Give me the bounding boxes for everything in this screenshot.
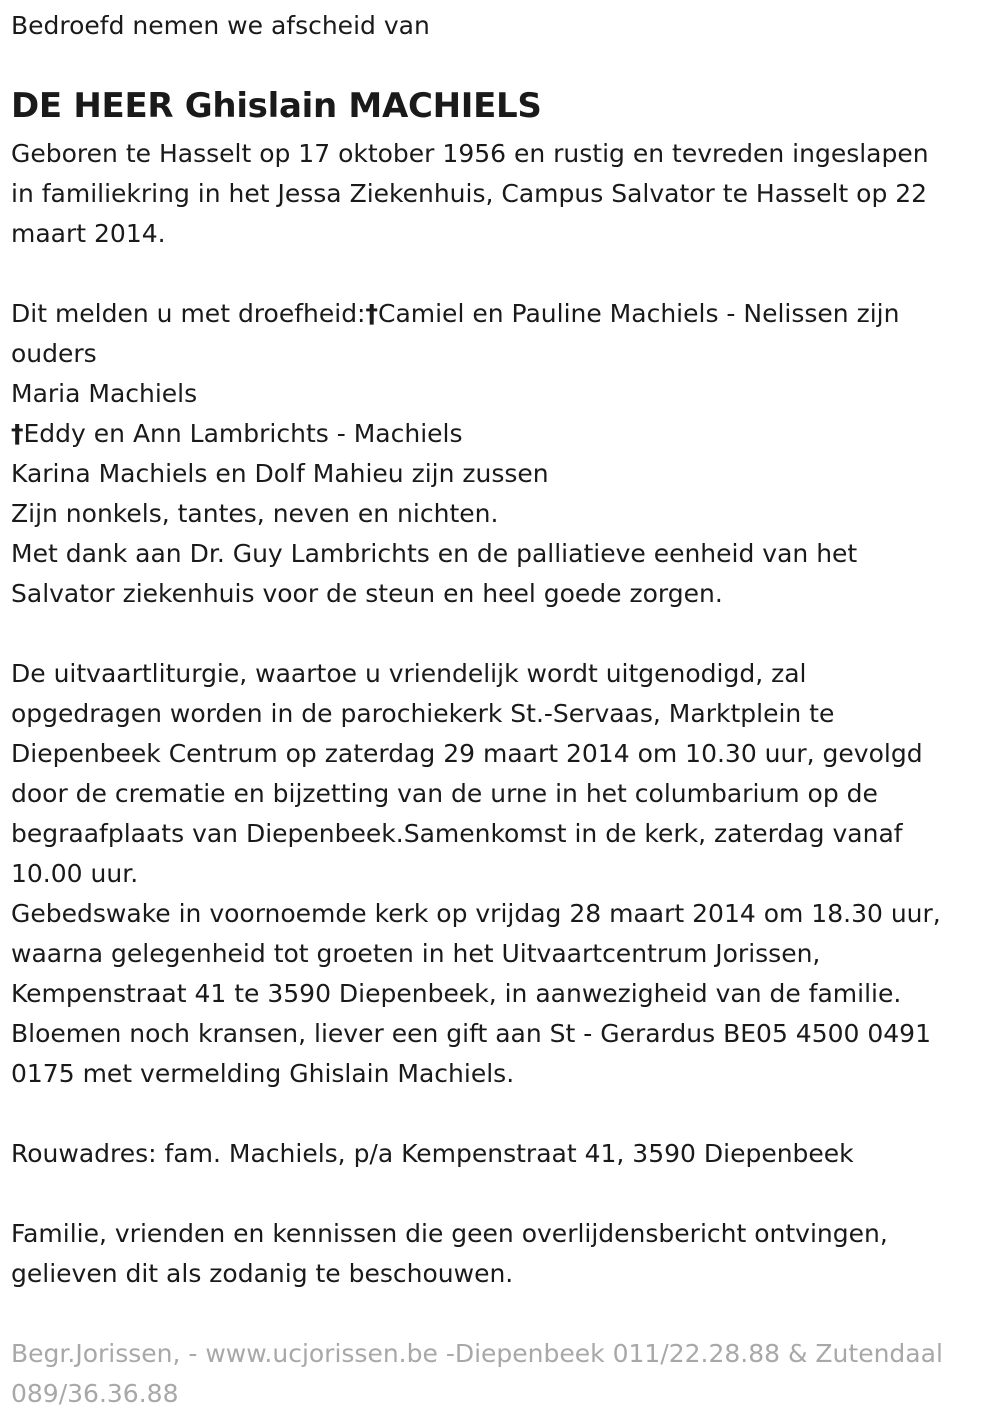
- family-paragraph: [11, 294, 996, 614]
- ceremony-line: opgedragen worden in de parochiekerk St.-Servaas, Marktplein te: [11, 699, 835, 728]
- intro-text: Bedroefd nemen we afscheid van: [11, 11, 430, 40]
- family-intro: Dit melden u met droefheid:: [11, 299, 366, 328]
- cross-icon: †: [11, 419, 24, 448]
- notice-line: Familie, vrienden en kennissen die geen overlijdensbericht ontvingen,: [11, 1219, 888, 1248]
- funeral-home-footer: [11, 1334, 996, 1414]
- notice-paragraph: [11, 1214, 996, 1294]
- ceremony-line: Kempenstraat 41 te 3590 Diepenbeek, in aanwezigheid van de familie.: [11, 979, 902, 1008]
- ceremony-line: Diepenbeek Centrum op zaterdag 29 maart 2014 om 10.30 uur, gevolgd: [11, 739, 923, 768]
- paragraph-gap: [11, 1094, 996, 1134]
- cross-icon: †: [365, 299, 378, 328]
- family-line: Met dank aan Dr. Guy Lambrichts en de palliatieve eenheid van het: [11, 539, 858, 568]
- ceremony-line: 10.00 uur.: [11, 859, 139, 888]
- birth-line: in familiekring in het Jessa Ziekenhuis, Campus Salvator te Hasselt op 22: [11, 179, 928, 208]
- family-line: [11, 294, 996, 334]
- family-parents: Camiel en Pauline Machiels - Nelissen zijn: [377, 299, 900, 328]
- ceremony-line: waarna gelegenheid tot groeten in het Uitvaartcentrum Jorissen,: [11, 939, 821, 968]
- footer-line: Begr.Jorissen, - www.ucjorissen.be -Diepenbeek 011/22.28.88 & Zutendaal: [11, 1339, 943, 1368]
- birth-line: maart 2014.: [11, 219, 166, 248]
- mourning-address: Rouwadres: fam. Machiels, p/a Kempenstraat 41, 3590 Diepenbeek: [11, 1139, 854, 1168]
- paragraph-gap: [11, 1174, 996, 1214]
- ceremony-line: door de crematie en bijzetting van de urne in het columbarium op de: [11, 779, 878, 808]
- obituary-body: [11, 134, 996, 1294]
- paragraph-gap: [11, 614, 996, 654]
- deceased-name: DE HEER Ghislain MACHIELS: [11, 86, 542, 126]
- ceremony-line: begraafplaats van Diepenbeek.Samenkomst in de kerk, zaterdag vanaf: [11, 819, 903, 848]
- family-line: ouders: [11, 339, 97, 368]
- paragraph-gap: [11, 254, 996, 294]
- ceremony-line: Gebedswake in voornoemde kerk op vrijdag 28 maart 2014 om 18.30 uur,: [11, 899, 941, 928]
- family-line: Zijn nonkels, tantes, neven en nichten.: [11, 499, 499, 528]
- family-line: [11, 414, 996, 454]
- ceremony-line: 0175 met vermelding Ghislain Machiels.: [11, 1059, 515, 1088]
- ceremony-paragraph: [11, 654, 996, 1094]
- footer-line: 089/36.36.88: [11, 1379, 179, 1408]
- ceremony-line: Bloemen noch kransen, liever een gift aan St - Gerardus BE05 4500 0491: [11, 1019, 931, 1048]
- notice-line: gelieven dit als zodanig te beschouwen.: [11, 1259, 514, 1288]
- birth-paragraph: [11, 134, 996, 254]
- family-line: Maria Machiels: [11, 379, 198, 408]
- family-line: Salvator ziekenhuis voor de steun en heel goede zorgen.: [11, 579, 723, 608]
- ceremony-line: De uitvaartliturgie, waartoe u vriendelijk wordt uitgenodigd, zal: [11, 659, 807, 688]
- family-sibling: Eddy en Ann Lambrichts - Machiels: [23, 419, 463, 448]
- birth-line: Geboren te Hasselt op 17 oktober 1956 en rustig en tevreden ingeslapen: [11, 139, 929, 168]
- family-line: Karina Machiels en Dolf Mahieu zijn zussen: [11, 459, 549, 488]
